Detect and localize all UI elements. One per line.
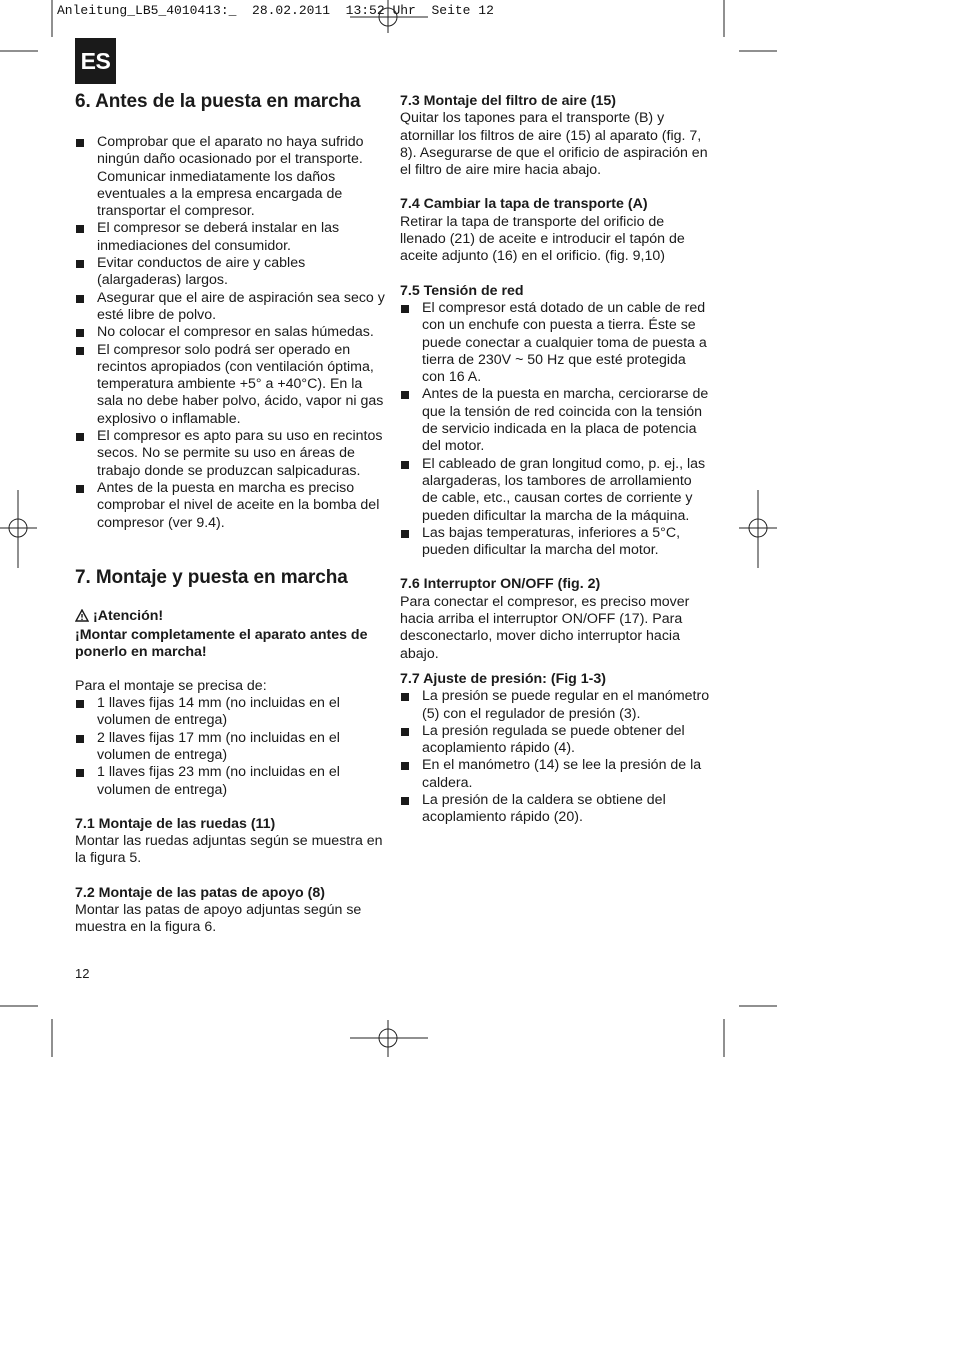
list-item: La presión se puede regular en el manómetro (5) con el regulador de presión (3).: [400, 688, 710, 723]
section-7-title: 7. Montaje y puesta en marcha: [75, 566, 348, 588]
left-column: [75, 90, 385, 937]
section-7-2-text: Montar las patas de apoyo adjuntas según se muestra en la figura 6.: [75, 901, 362, 936]
list-item: En el manómetro (14) se lee la presión de la caldera.: [400, 757, 710, 792]
list-item: Las bajas temperaturas, inferiores a 5°C, pueden dificultar la marcha del motor.: [400, 525, 710, 560]
section-7-7-title: 7.7 Ajuste de presión: (Fig 1-3): [400, 670, 607, 687]
language-tab: [75, 38, 116, 84]
section-7-3-title: 7.3 Montaje del filtro de aire (15): [400, 93, 617, 109]
warning-text: ¡Montar completamente el aparato antes de ponerlo en marcha!: [75, 627, 368, 661]
list-item: Comprobar que el aparato no haya sufrido ningún daño ocasionado por el transporte. Comunicar inmediatamente los daños eventuales a la empresa encargada de transportar el compresor.: [75, 134, 385, 220]
list-item: La presión de la caldera se obtiene del acoplamiento rápido (20).: [400, 792, 710, 827]
section-7-4-title: 7.4 Cambiar la tapa de transporte (A): [400, 196, 648, 213]
tools-intro: Para el montaje se precisa de:: [75, 677, 267, 694]
list-item: El compresor es apto para su uso en recintos secos. No se permite su uso en áreas de trabajo donde se produzcan salpicaduras.: [75, 428, 385, 480]
registration-mark-top: [350, 0, 428, 33]
registration-mark-left: [0, 490, 37, 568]
list-item: Antes de la puesta en marcha, cerciorarse de que la tensión de red coincida con la tensión de servicio indicada en la placa de potencia del motor.: [400, 386, 710, 455]
registration-mark-right: [739, 490, 777, 568]
section-7-7-list: [400, 688, 710, 826]
section-7-6-text: Para conectar el compresor, es preciso mover hacia arriba el interruptor ON/OFF (17). Para desconectarlo, mover dicho interruptor hacia abajo.: [400, 593, 690, 662]
print-slug-line: Anleitung_LB5_4010413:_ 28.02.2011 13:52 Uhr Seite 12: [57, 3, 494, 18]
warning-triangle-icon: [75, 609, 89, 627]
section-7-1-title: 7.1 Montaje de las ruedas (11): [75, 815, 276, 832]
list-item: Antes de la puesta en marcha es preciso comprobar el nivel de aceite en la bomba del compresor (ver 9.4).: [75, 480, 385, 532]
section-7-2-title: 7.2 Montaje de las patas de apoyo (8): [75, 884, 325, 901]
section-6-title: 6. Antes de la puesta en marcha: [75, 91, 361, 112]
list-item: Asegurar que el aire de aspiración sea seco y esté libre de polvo.: [75, 290, 385, 325]
section-7-6-title: 7.6 Interruptor ON/OFF (fig. 2): [400, 576, 601, 593]
language-code: ES: [80, 47, 111, 74]
registration-mark-bottom: [350, 1020, 428, 1057]
list-item: No colocar el compresor en salas húmedas.: [75, 324, 385, 341]
list-item: 1 llaves fijas 14 mm (no incluidas en el volumen de entrega): [75, 695, 385, 730]
list-item: Evitar conductos de aire y cables (alargaderas) largos.: [75, 255, 385, 290]
section-7-4-text: Retirar la tapa de transporte del orificio de llenado (21) de aceite e introducir el tapón de aceite adjunto (16) en el orificio. (fig. 9,10): [400, 213, 685, 265]
list-item: El compresor se deberá instalar en las inmediaciones del consumidor.: [75, 220, 385, 255]
section-7-1-text: Montar las ruedas adjuntas según se muestra en la figura 5.: [75, 833, 383, 867]
list-item: La presión regulada se puede obtener del acoplamiento rápido (4).: [400, 723, 710, 758]
right-column: [400, 93, 710, 827]
list-item: El cableado de gran longitud como, p. ej., las alargaderas, los tambores de arrollamiento de cable, etc., causan cortes de corriente y pueden dificultar la marcha de la máquina.: [400, 456, 710, 525]
section-7-5-list: [400, 300, 710, 559]
list-item: El compresor está dotado de un cable de red con un enchufe con puesta a tierra. Éste se puede conectar a cualquier toma de puesta a tierra de 230V ~ 50 Hz que esté protegida con 16 A.: [400, 300, 710, 386]
section-6-list: [75, 134, 385, 532]
warning-heading: [75, 608, 385, 627]
page-number: 12: [75, 966, 90, 981]
tools-list: [75, 695, 385, 799]
list-item: 1 llaves fijas 23 mm (no incluidas en el volumen de entrega): [75, 764, 385, 799]
list-item: El compresor solo podrá ser operado en recintos apropiados (con ventilación óptima, temperatura ambiente +5° a +40°C). En la sala no debe haber polvo, ácido, vapor ni gas explosivo o inflamable.: [75, 342, 385, 428]
list-item: 2 llaves fijas 17 mm (no incluidas en el volumen de entrega): [75, 730, 385, 765]
section-7-3-text: Quitar los tapones para el transporte (B) y atornillar los filtros de aire (15) al aparato (fig. 7, 8). Asegurarse de que el orificio de aspiración en el filtro de aire mire hacia abajo.: [400, 110, 708, 179]
section-7-5-title: 7.5 Tensión de red: [400, 282, 524, 299]
warning-title: ¡Atención!: [93, 607, 164, 624]
